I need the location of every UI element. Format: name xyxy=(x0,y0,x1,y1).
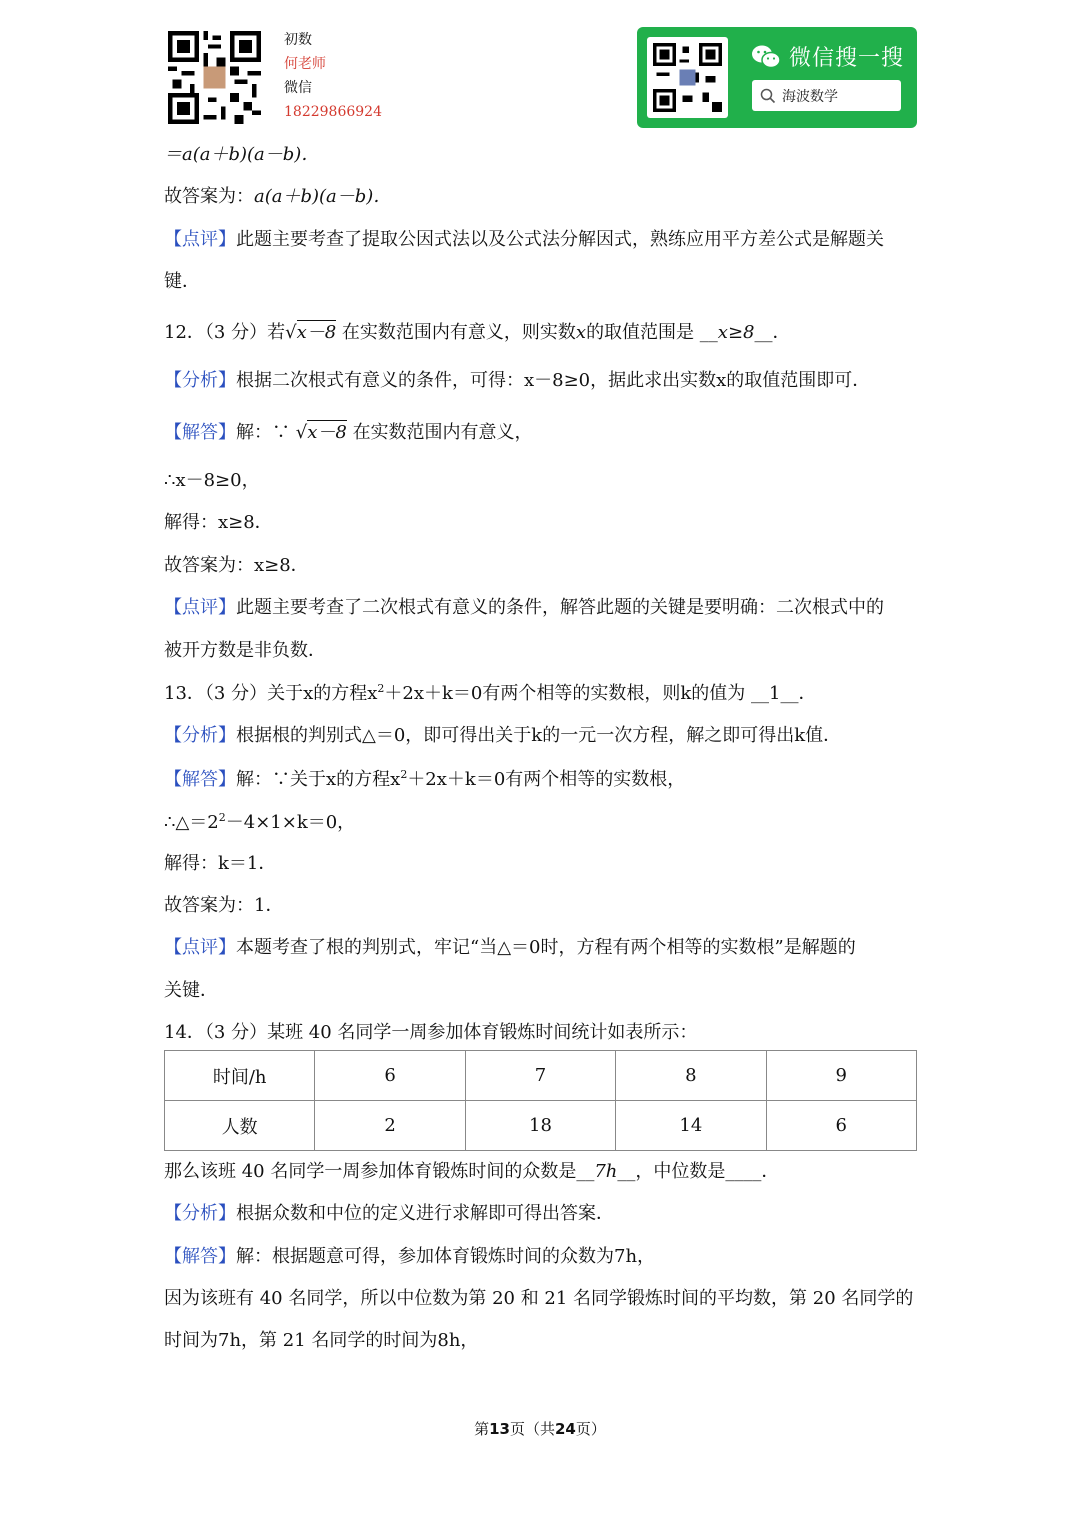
comment-text: 此题主要考查了提取公因式法以及公式法分解因式，熟练应用平方差公式是解题关 xyxy=(236,229,884,250)
comment-line xyxy=(164,933,856,959)
question-number: 12．（3 分）若 xyxy=(164,322,286,343)
punctuation: ． xyxy=(761,1161,780,1182)
comment-tag: 【点评】 xyxy=(164,597,236,618)
question-text: ＋2x＋k＝0有两个相等的实数根，则k的值为 xyxy=(384,683,746,704)
answer-blank: __7h__ xyxy=(576,1161,636,1182)
solution-text: 时间为7h，第 21 名同学的时间为8h， xyxy=(164,1330,479,1351)
question-13 xyxy=(164,679,816,705)
analysis-text: 根据根的判别式△＝0，即可得出关于k的一元一次方程，解之即可得出k值． xyxy=(236,725,842,746)
table-header-cell: 人数 xyxy=(165,1101,315,1151)
question-text: 的取值范围是 xyxy=(586,322,695,343)
solution-text: －4×1×k＝0， xyxy=(225,812,356,833)
wechat-title-text: 微信搜一搜 xyxy=(789,46,905,71)
contact-phone: 18229866924 xyxy=(284,104,382,120)
solution-text: 在实数范围内有意义， xyxy=(352,422,533,443)
solution-line xyxy=(164,418,533,444)
answer-text: 故答案为：x≥8． xyxy=(164,555,309,576)
solution-text: 解：∵ xyxy=(236,422,290,443)
exercise-time-table xyxy=(164,1050,917,1151)
total-pages: 24 xyxy=(555,1420,576,1438)
solution-line xyxy=(164,765,685,791)
solution-step xyxy=(164,1284,913,1310)
comment-text: 本题考查了根的判别式，牢记“当△＝0时，方程有两个相等的实数根”是解题的 xyxy=(236,937,856,958)
answer-blank: __1__ xyxy=(751,683,799,704)
comment-continuation xyxy=(164,976,218,1002)
punctuation: ． xyxy=(772,322,791,343)
comment-text: 键． xyxy=(164,271,200,292)
comment-text: 被开方数是非负数． xyxy=(164,640,326,661)
qr-code-icon xyxy=(168,31,261,124)
analysis-line xyxy=(164,366,870,392)
search-icon xyxy=(760,88,776,104)
analysis-tag: 【分析】 xyxy=(164,725,236,746)
comment-line xyxy=(164,225,884,251)
table-header-cell: 时间/h xyxy=(165,1051,315,1101)
punctuation: ． xyxy=(798,683,817,704)
comment-tag: 【点评】 xyxy=(164,229,236,250)
table-cell: 8 xyxy=(616,1051,766,1101)
variable: x xyxy=(575,322,587,343)
question-text: 13．（3 分）关于x的方程x xyxy=(164,683,378,704)
page-footer xyxy=(0,1418,1080,1439)
wechat-qr-code-icon xyxy=(647,37,728,118)
answer-blank: __x≥8__ xyxy=(699,322,773,343)
exponent: 2 xyxy=(400,768,408,781)
radical-sign: √ xyxy=(295,422,308,443)
table-cell: 14 xyxy=(616,1101,766,1151)
answer-blank: ____ xyxy=(725,1161,762,1182)
solution-tag: 【解答】 xyxy=(164,769,236,790)
exponent: 2 xyxy=(218,811,226,824)
solution-line xyxy=(164,1242,655,1268)
solution-text: 解：根据题意可得，参加体育锻炼时间的众数为7h， xyxy=(236,1246,656,1267)
table-cell: 2 xyxy=(315,1101,465,1151)
solution-text: ＋2x＋k＝0有两个相等的实数根， xyxy=(407,769,686,790)
math-line xyxy=(164,140,319,166)
solution-text: 因为该班有 40 名同学，所以中位数为第 20 和 21 名同学锻炼时间的平均数，第 20 名同学的 xyxy=(164,1288,914,1309)
answer-line xyxy=(164,182,391,208)
solution-text: ∴x－8≥0， xyxy=(164,470,260,491)
radical-sign: √ xyxy=(285,322,297,343)
solution-text: 解得：x≥8． xyxy=(164,512,273,533)
analysis-line xyxy=(164,1199,614,1225)
solution-step xyxy=(164,508,273,534)
footer-text: 页） xyxy=(575,1420,606,1438)
analysis-text: 根据二次根式有意义的条件，可得：x－8≥0，据此求出实数x的取值范围即可． xyxy=(236,370,871,391)
answer-line xyxy=(164,891,283,917)
answer-text: 故答案为：1． xyxy=(164,895,284,916)
comment-line xyxy=(164,593,884,619)
comment-tag: 【点评】 xyxy=(164,937,236,958)
solution-step xyxy=(164,466,260,492)
table-cell: 6 xyxy=(315,1051,465,1101)
analysis-line xyxy=(164,721,841,747)
question-text: 那么该班 40 名同学一周参加体育锻炼时间的众数是 xyxy=(164,1161,577,1182)
question-text: 14．（3 分）某班 40 名同学一周参加体育锻炼时间统计如表所示： xyxy=(164,1022,698,1043)
footer-text: 第 xyxy=(474,1420,490,1438)
table-row xyxy=(165,1051,917,1101)
answer-line xyxy=(164,551,309,577)
wechat-search-text: 海波数学 xyxy=(782,88,838,105)
solution-text: 解得：k＝1． xyxy=(164,853,277,874)
analysis-text: 根据众数和中位的定义进行求解即可得出答案． xyxy=(236,1203,614,1224)
table-cell: 9 xyxy=(766,1051,916,1101)
wechat-search-title xyxy=(751,41,904,72)
question-14-blanks xyxy=(164,1157,779,1183)
answer-label: 故答案为： xyxy=(164,186,254,207)
table-cell: 6 xyxy=(766,1101,916,1151)
table-cell: 18 xyxy=(465,1101,615,1151)
wechat-search-banner xyxy=(637,27,917,128)
solution-text: 解：∵关于x的方程x xyxy=(236,769,401,790)
contact-wechat-label: 微信 xyxy=(284,80,312,96)
contact-teacher: 何老师 xyxy=(284,56,326,72)
table-cell: 7 xyxy=(465,1051,615,1101)
question-text: 在实数范围内有意义，则实数 xyxy=(341,322,576,343)
solution-tag: 【解答】 xyxy=(164,422,236,443)
solution-tag: 【解答】 xyxy=(164,1246,236,1267)
radicand: x－8 xyxy=(307,422,347,443)
solution-step xyxy=(164,1326,478,1352)
contact-subject: 初数 xyxy=(284,32,312,48)
contact-info xyxy=(284,28,382,124)
solution-step xyxy=(164,849,276,875)
analysis-tag: 【分析】 xyxy=(164,1203,236,1224)
analysis-tag: 【分析】 xyxy=(164,370,236,391)
wechat-search-box[interactable] xyxy=(752,80,901,111)
question-14 xyxy=(164,1018,697,1044)
table-row xyxy=(165,1101,917,1151)
comment-text: 此题主要考查了二次根式有意义的条件，解答此题的关键是要明确：二次根式中的 xyxy=(236,597,884,618)
question-text: ，中位数是 xyxy=(635,1161,726,1182)
comment-continuation xyxy=(164,636,326,662)
solution-step xyxy=(164,808,355,834)
equation: ＝a(a＋b)(a－b)． xyxy=(164,144,320,165)
radicand: x－8 xyxy=(296,322,337,343)
answer-value: a(a＋b)(a－b)． xyxy=(254,186,392,207)
solution-text: ∴△＝2 xyxy=(164,812,219,833)
question-12 xyxy=(164,318,790,344)
page-number: 13 xyxy=(489,1420,510,1438)
footer-text: 页（共 xyxy=(509,1420,555,1438)
comment-text: 关键． xyxy=(164,980,218,1001)
comment-continuation xyxy=(164,267,200,293)
exponent: 2 xyxy=(377,682,385,695)
wechat-logo-icon xyxy=(751,44,781,70)
